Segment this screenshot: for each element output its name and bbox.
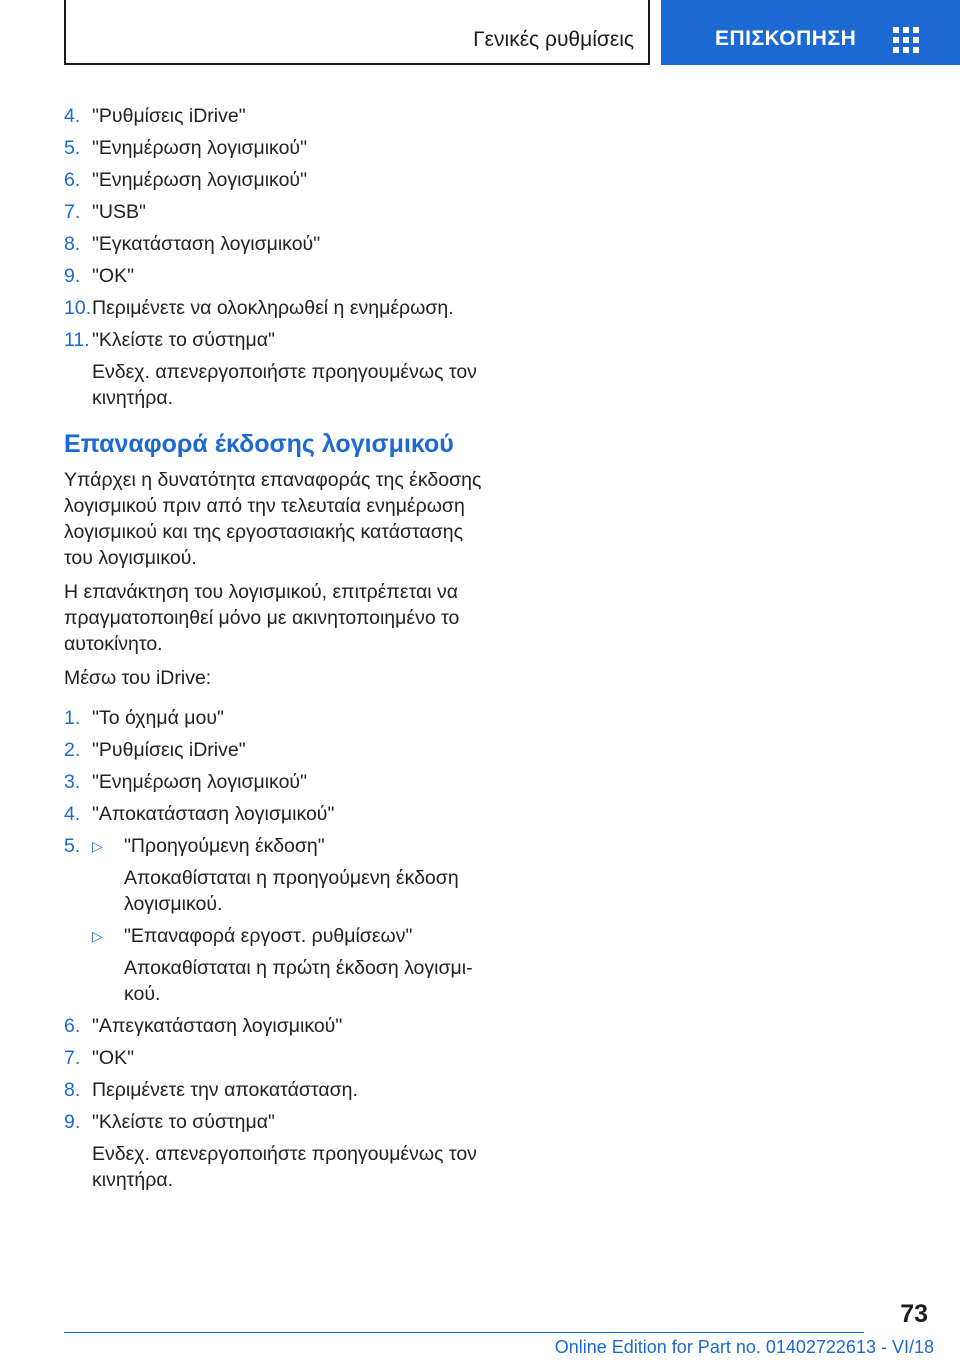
list-item	[64, 1013, 494, 1039]
step-number: 9.	[64, 265, 81, 287]
step-text: "Ρυθμίσεις iDrive"	[92, 739, 246, 761]
step-note: Ενδεχ. απενεργοποιήστε προηγουμένως τον κινητήρα.	[92, 1143, 477, 1191]
step-text: "Ενημέρωση λογισμικού"	[92, 169, 307, 191]
step-text: "Ενημέρωση λογισμικού"	[92, 137, 307, 159]
list-item	[64, 1077, 494, 1103]
paragraph: Μέσω του iDrive:	[64, 667, 212, 689]
triangle-bullet-icon: ▷	[92, 838, 103, 854]
option-item	[64, 923, 494, 949]
step-text: Περιμένετε την αποκατάσταση.	[92, 1079, 358, 1101]
option-label: "Προηγούμενη έκδοση"	[124, 835, 325, 857]
list-item	[64, 705, 494, 731]
list-item	[64, 833, 494, 859]
list-item	[64, 263, 494, 289]
overview-tab[interactable]	[661, 0, 960, 65]
page-number: 73	[900, 1300, 928, 1328]
step-text: "USB"	[92, 201, 146, 223]
list-item	[64, 103, 494, 129]
step-text: Περιμένετε να ολοκληρωθεί η ενημέρωση.	[92, 297, 454, 319]
step-text: "Αποκατάσταση λογισμικού"	[92, 803, 335, 825]
list-item	[64, 167, 494, 193]
steps-list-restore	[64, 705, 494, 1193]
step-text: "Κλείστε το σύστημα"	[92, 329, 275, 351]
step-note: Ενδεχ. απενεργοποιήστε προηγουμένως τον κινητήρα.	[92, 361, 477, 409]
overview-tab-label: ΕΠΙΣΚΟΠΗΣΗ	[715, 27, 857, 50]
step-number: 7.	[64, 1047, 81, 1069]
grid-menu-icon	[893, 27, 923, 53]
step-number: 6.	[64, 1015, 81, 1037]
step-text: "OK"	[92, 1047, 135, 1069]
list-item	[64, 1109, 494, 1135]
option-description: Αποκαθίσταται η προηγούμενη έκδοση λογισμικού.	[124, 867, 459, 915]
list-item	[64, 199, 494, 225]
list-item	[64, 801, 494, 827]
triangle-bullet-icon: ▷	[92, 928, 103, 944]
list-item	[64, 135, 494, 161]
step-number: 6.	[64, 169, 81, 191]
step-number: 4.	[64, 105, 81, 127]
step-text: "Το όχημά μου"	[92, 707, 224, 729]
paragraph: Υπάρχει η δυνατότητα επαναφοράς της έκδοσης λογισμικού πριν από την τελευταία ενημέρωση λογισμικού και της εργοστασιακής κατάστασης του λογισμικού.	[64, 469, 482, 569]
section-title[interactable]: Γενικές ρυθμίσεις	[473, 28, 634, 51]
footer-divider	[64, 1332, 864, 1333]
step-number: 8.	[64, 1079, 81, 1101]
step-number: 5.	[64, 137, 81, 159]
step-text: "Ενημέρωση λογισμικού"	[92, 771, 307, 793]
list-item	[64, 295, 494, 321]
list-item	[64, 327, 494, 353]
step-number: 1.	[64, 707, 81, 729]
list-item	[64, 231, 494, 257]
list-item	[64, 737, 494, 763]
step-number: 5.	[64, 835, 81, 857]
list-item	[64, 769, 494, 795]
step-number: 11.	[64, 329, 90, 351]
step-number: 2.	[64, 739, 81, 761]
step-text: "Κλείστε το σύστημα"	[92, 1111, 275, 1133]
step-number: 4.	[64, 803, 81, 825]
page-content	[64, 103, 494, 1199]
option-description: Αποκαθίσταται η πρώτη έκδοση λογισμι- κού.	[124, 957, 473, 1005]
list-item	[64, 1045, 494, 1071]
step-text: "Απεγκατάσταση λογισμικού"	[92, 1015, 343, 1037]
step-number: 9.	[64, 1111, 81, 1133]
step-number: 10.	[64, 297, 92, 319]
step-number: 7.	[64, 201, 81, 223]
edition-footer: Online Edition for Part no. 01402722613 - VI/18	[554, 1337, 934, 1357]
header-section-box	[64, 0, 650, 65]
paragraph: Η επανάκτηση του λογισμικού, επιτρέπεται να πραγματοποιηθεί μόνο με ακινητοποιημένο το αυτοκίνητο.	[64, 581, 460, 655]
steps-list-update	[64, 103, 494, 411]
step-text: "OK"	[92, 265, 135, 287]
step-text: "Εγκατάσταση λογισμικού"	[92, 233, 321, 255]
option-label: "Επαναφορά εργοστ. ρυθμίσεων"	[124, 925, 413, 947]
step-number: 3.	[64, 771, 81, 793]
section-heading: Επαναφορά έκδοσης λογισμικού	[64, 430, 454, 458]
step-text: "Ρυθμίσεις iDrive"	[92, 105, 246, 127]
step-number: 8.	[64, 233, 81, 255]
